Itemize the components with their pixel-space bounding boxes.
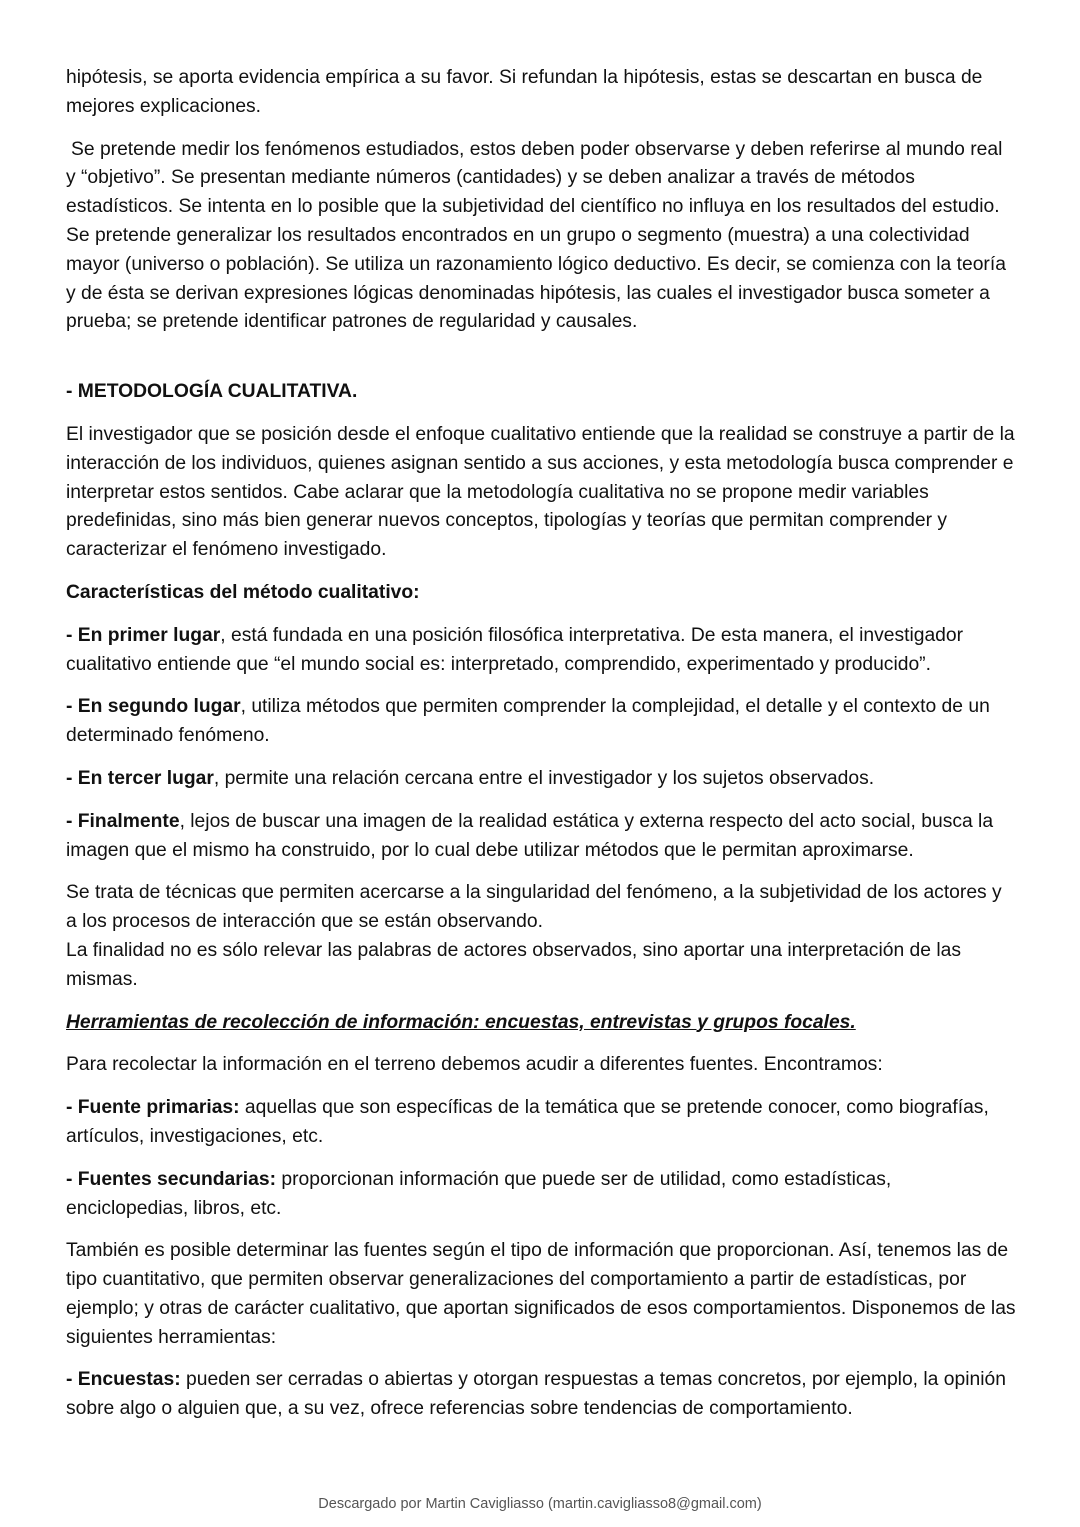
heading-herramientas-text: Herramientas de recolección de información: encuestas, entrevistas y grupos focales.	[66, 1011, 856, 1033]
paragraph-enfoque-cualitativo: El investigador que se posición desde el enfoque cualitativo entiende que la realidad se construye a partir de la interacción de los individuos, quienes asignan sentido a sus acciones, y esta metodología busca comprender e interpretar estos sentidos. Cabe aclarar que la metodología cualitativa no se propone medir variables predefinidas, sino más bien generar nuevos conceptos, tipologías y teorías que permitan comprender y caracterizar el fenómeno investigado.	[66, 423, 1015, 561]
list-item-fuente-primarias	[66, 1094, 1016, 1152]
list-item-encuestas-text: pueden ser cerradas o abiertas y otorgan respuestas a temas concretos, por ejemplo, la opinión sobre algo o alguien que, a su vez, ofrece referencias sobre tendencias de comportamiento.	[66, 1369, 1006, 1420]
heading-caracteristicas-text: Características del método cualitativo:	[66, 581, 420, 603]
paragraph-tecnicas: Se trata de técnicas que permiten acercarse a la singularidad del fenómeno, a la subjetividad de los actores y a los procesos de interacción que se están observando.	[66, 882, 1002, 933]
list-item-primer-lugar-text: , está fundada en una posición filosófica interpretativa. De esta manera, el investigador cualitativo entiende que “el mundo social es: interpretado, comprendido, experimentado y producido”.	[66, 624, 964, 675]
list-item-primer-lugar	[66, 622, 1016, 680]
list-item-fuentes-secundarias-text: proporcionan información que puede ser de utilidad, como estadísticas, enciclopedias, libros, etc.	[66, 1168, 892, 1219]
list-item-segundo-lugar	[66, 693, 1016, 751]
list-item-tercer-lugar-label: - En tercer lugar	[66, 767, 214, 789]
list-item-tercer-lugar-text: , permite una relación cercana entre el investigador y los sujetos observados.	[213, 767, 875, 789]
paragraph-tipos-fuentes: También es posible determinar las fuentes según el tipo de información que proporcionan. Así, tenemos las de tipo cuantitativo, que permiten observar generalizaciones del comportamiento a partir de estadísticas, por ejemplo; y otras de carácter cualitativo, que aportan significados de esos comportamientos. Disponemos de las siguientes herramientas:	[66, 1240, 1016, 1348]
download-footer: Descargado por Martin Cavigliasso (martin.cavigliasso8@gmail.com)	[318, 1496, 762, 1512]
paragraph-medir-fenomenos: Se pretende medir los fenómenos estudiados, estos deben poder observarse y deben referirse al mundo real y “objetivo”. Se presentan mediante números (cantidades) y se deben analizar a través de métodos estadísticos. Se intenta en lo posible que la subjetividad del científico no influya en los resultados del estudio.	[66, 138, 1003, 218]
list-item-fuente-primarias-label: - Fuente primarias:	[66, 1097, 240, 1119]
list-item-fuente-primarias-text: aquellas que son específicas de la temática que se pretende conocer, como biografías, artículos, investigaciones, etc.	[66, 1097, 989, 1147]
paragraph-hipotesis: hipótesis, se aporta evidencia empírica a su favor. Si refundan la hipótesis, estas se descartan en busca de mejores explicaciones.	[66, 67, 983, 117]
list-item-primer-lugar-label: - En primer lugar	[66, 624, 221, 646]
list-item-finalmente	[66, 808, 1016, 866]
heading-caracteristicas	[66, 579, 1016, 608]
list-item-finalmente-label: - Finalmente	[66, 810, 180, 832]
list-item-encuestas	[66, 1366, 1016, 1424]
list-item-finalmente-text: , lejos de buscar una imagen de la realidad estática y externa respecto del acto social, busca la imagen que el mismo ha construido, por lo cual debe utilizar métodos que le permitan aproximarse.	[66, 810, 994, 861]
document-page	[66, 64, 1016, 1438]
paragraph-recolectar: Para recolectar la información en el terreno debemos acudir a diferentes fuentes. Encontramos:	[66, 1054, 883, 1076]
paragraph-finalidad: La finalidad no es sólo relevar las palabras de actores observados, sino aportar una interpretación de las mismas.	[66, 939, 961, 990]
paragraph-generalizar: Se pretende generalizar los resultados encontrados en un grupo o segmento (muestra) a una colectividad mayor (universo o población). Se utiliza un razonamiento lógico deductivo. Es decir, se comienza con la teoría y de ésta se derivan expresiones lógicas denominadas hipótesis, las cuales el investigador busca someter a prueba; se pretende identificar patrones de regularidad y causales.	[66, 224, 1006, 333]
list-item-fuentes-secundarias	[66, 1166, 1016, 1224]
list-item-segundo-lugar-text: , utiliza métodos que permiten comprender la complejidad, el detalle y el contexto de un determinado fenómeno.	[66, 696, 990, 747]
heading-herramientas	[66, 1009, 1016, 1038]
heading-metodologia-cualitativa: - METODOLOGÍA CUALITATIVA.	[66, 381, 358, 403]
list-item-tercer-lugar	[66, 765, 1016, 794]
list-item-fuentes-secundarias-label: - Fuentes secundarias:	[66, 1168, 277, 1190]
list-item-segundo-lugar-label: - En segundo lugar	[66, 696, 241, 718]
list-item-encuestas-label: - Encuestas:	[66, 1369, 181, 1391]
